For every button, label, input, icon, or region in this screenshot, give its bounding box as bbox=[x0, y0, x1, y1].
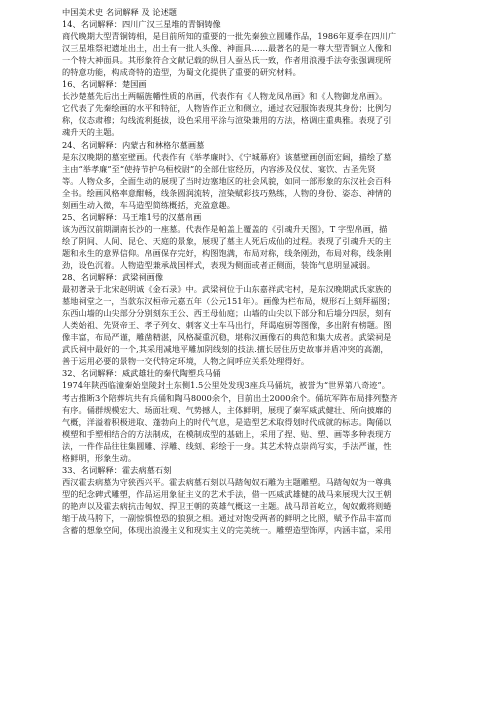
term-heading: 24、名词解释：内蒙古和林格尔墓画墓 bbox=[62, 139, 205, 150]
body-text-line: 商代晚期大型青铜铸相，是目前所知的重要的一批先秦独立圆雕作品，1986年夏季在四川广 bbox=[62, 31, 397, 42]
body-text-line: 汉三星堆祭祀遗址出土，出土有一批人头像、神面具……最著名的是一尊大型青铜立人像和 bbox=[62, 43, 392, 54]
body-text-line: 一个特大神面具。其形象符合文献记载的纵目人蚕丛氏一致，作者用浪漫手法夸张强调现所 bbox=[62, 55, 392, 66]
body-text-line: 像丰富，布局严谨，雕凿精湛，风格凝重沉稳，堪称汉画像石的典范和集大成者。武梁祠是 bbox=[62, 332, 392, 343]
body-text-line: 人类始祖、先贤帝王、孝子列女、刺客义士车马出行，拜谒庖厨等图像，多出附有榜题。图 bbox=[62, 320, 392, 331]
body-text-line: 型的纪念碑式雕塑，作品运用象征主义的艺术手法，借一匹威武雄健的战马来展现大汉王朝 bbox=[62, 488, 392, 499]
body-text-line: 含蓄的想象空间，体现出浪漫主义和现实主义的完美统一。雕塑造型饰厚，内涵丰富，采用 bbox=[62, 525, 392, 536]
body-text-line: 西汉霍去病墓为守狭西兴平。霍去病墓石刻以马踏匈奴石雕为主题雕塑。马踏匈奴为一尊典 bbox=[62, 476, 392, 487]
body-text-line: 题和永生的意界信仰。帛画保存完好，构图饱满，布局对称，线条刚劲，布局对称，线条刚 bbox=[62, 247, 392, 258]
body-text-line: 等。人物众多，全面生动的展现了当时边塞地区的社会风貌，如同一部形象的东汉社会百科 bbox=[62, 175, 392, 186]
body-text-line: 有序。俑群规模宏大、场面壮观、气势撼人，主体鲜明，展现了秦军威武健壮、所向披靡的 bbox=[62, 404, 392, 415]
body-text-line: 1974年陕西临潼秦始皇陵封土东侧1.5公里处发现3座兵马俑坑，被誉为“世界第八奇迹”。 bbox=[62, 380, 391, 391]
body-text-line: 考古推断3个陪葬坑共有兵俑和陶马8000余个，目前出土2000余个。俑坑军阵布局排列整齐 bbox=[62, 392, 398, 403]
body-text-line: 武氏祠中最好的一个,其采用减地平雕加阴线刻的技法.擅长居住历史故事并盾冲突的高潮， bbox=[62, 344, 389, 355]
term-heading: 14、名词解释：四川广汉三星堆的青铜铸像 bbox=[62, 19, 221, 30]
body-text-line: 气概，洋溢着积极进取、蓬勃向上的时代气息，是造型艺术取得划时代成就的标志。陶俑以 bbox=[62, 416, 392, 427]
body-text-line: 它代表了先秦绘画的水平和特征，人物皆作正立和侧立，通过衣冠服饰表现其身份；比例匀 bbox=[62, 103, 392, 114]
term-heading: 32、名词解释：威武雄壮的秦代陶塑兵马俑 bbox=[62, 368, 221, 379]
body-text-line: 全书。绘画风格率意酣畅，线条圆润流转，渲染赋彩技巧熟练，人物的身份、姿态、神情的 bbox=[62, 187, 392, 198]
body-text-line: 称，仪态肃穆；勾线流利挺拔，设色采用平涂与渲染兼用的方法，格调庄重典雅。表现了引 bbox=[62, 115, 392, 126]
term-heading: 25、名词解释：马王堆1号的汉墓帛画 bbox=[62, 211, 202, 222]
body-text-line: 主由“举孝廉”至“使持节护乌桓校尉”的全部仕宦经历，内容涉及仪仗、宴饮、古圣先贤 bbox=[62, 163, 376, 174]
body-text-line: 格鲜明，形象生动。 bbox=[62, 452, 137, 463]
body-text-line: 魂升天的主题。 bbox=[62, 127, 120, 138]
body-text-line: 最初著录于北宋赵明诚《金石录》中。武梁祠位于山东嘉祥武宅村，是东汉晚期武氏家族的 bbox=[62, 284, 392, 295]
body-text-line: 的特意功能，构成奇特的造型，为蜀文化提供了重要的研究材料。 bbox=[62, 67, 301, 78]
body-text-line: 劲，设色沉着。人物造型兼承战国样式，表现为侧面或者正侧面，装饰气息明显减弱。 bbox=[62, 259, 376, 270]
body-text-line: 缩于战马胯下，一副惊惧惶恐的狼狈之相。通过对饱受两者的鲜明之比照，赋予作品丰富而 bbox=[62, 512, 392, 523]
body-text-line: 的艳声以及霍去病抗击匈奴、捍卫王朝的英雄气概这一主题。战马昂首屹立，匈奴戴将则蜷 bbox=[62, 500, 392, 511]
document-title: 中国美术史 名词解释 及 论述题 bbox=[62, 7, 178, 17]
term-heading: 33、名词解释：霍去病墓石刻 bbox=[62, 464, 172, 475]
body-text-line: 东西山墙的山尖部分分别刻东王公、西王母仙庭；山墙的山尖以下部分和后墙分四层，刻有 bbox=[62, 308, 392, 319]
body-text-line: 绘了阴间、人间、昆仑、天庭的景象，展现了墓主人死后成仙的过程。表现了引魂升天的主 bbox=[62, 235, 392, 246]
body-text-line: 模塑和手塑相结合的方法制成，在模制成型的基础上，采用了捏、贴、塑、画等多种表现方 bbox=[62, 428, 392, 439]
body-text-line: 长沙楚墓先后出土两幅旌幡性质的帛画，代表作有《人物龙凤帛画》和《人物御龙帛画》。 bbox=[62, 91, 388, 102]
body-text-line: 法，一件作品往往集圆雕、浮雕、线刻、彩绘于一身。其艺术特点崇尚写实，手法严谨，性 bbox=[62, 440, 392, 451]
body-text-line: 善于运用必要的景物一交代特定环境，人物之间呼应关系处理得好。 bbox=[62, 356, 310, 367]
term-heading: 16、名词解释：楚国画 bbox=[62, 79, 147, 90]
body-text-line: 该为西汉前期湖南长沙的一座墓。代表作是帕盖上覆盖的《引魂升天图》，T 字型帛画，描 bbox=[62, 223, 388, 234]
body-text-line: 刻画生动入微，车马造型简练概括，充盈意趣。 bbox=[62, 199, 235, 210]
body-text-line: 墓地祠堂之一，当款东汉桓帝元嘉五年（公元151年）。画像为栏布局，规形石上刻拜福图； bbox=[62, 296, 395, 307]
term-heading: 28、名词解释：武梁祠画像 bbox=[62, 272, 164, 283]
body-text-line: 是东汉晚期的墓室壁画。代表作有《举孝廉时》、《宁城幕府》该墓壁画创面宏阔，描绘了墓 bbox=[62, 151, 392, 162]
